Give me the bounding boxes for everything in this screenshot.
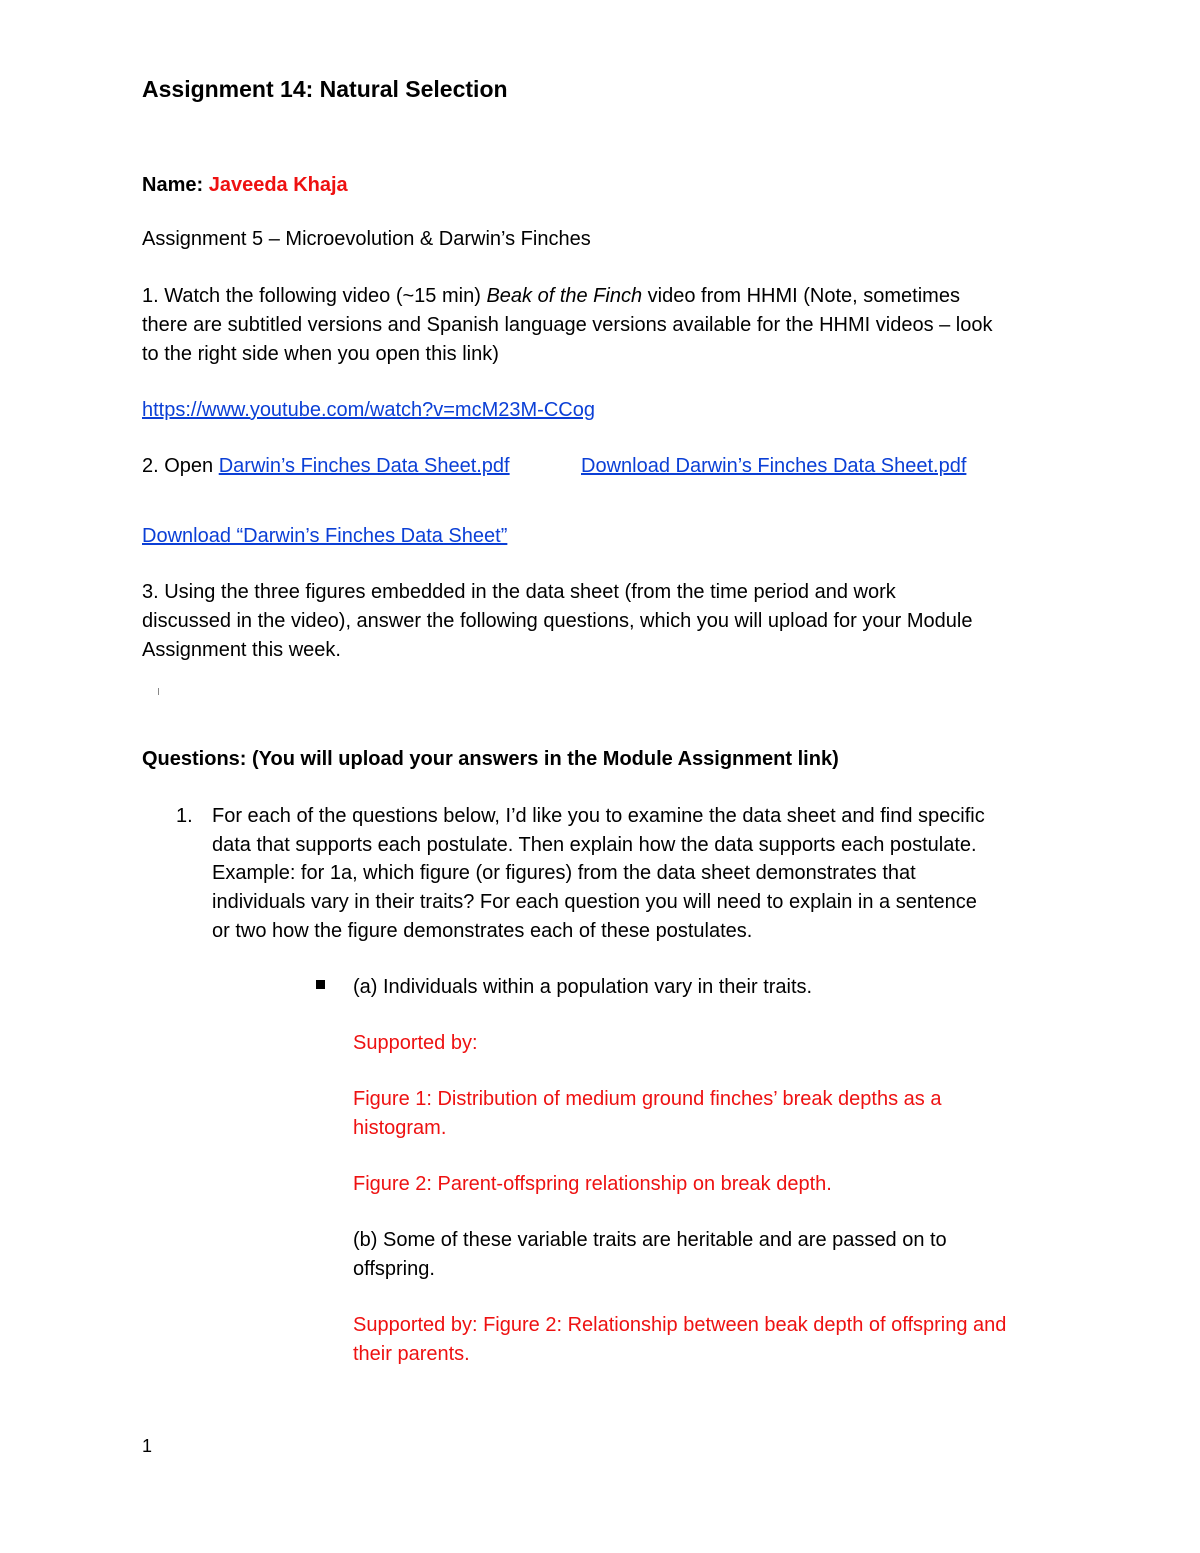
question1-line4: individuals vary in their traits? For each question you will need to explain in a sentence (212, 891, 977, 913)
download-data-sheet-line (581, 452, 966, 481)
step2-prefix: 2. Open (142, 455, 219, 477)
step3-line1: 3. Using the three figures embedded in the data sheet (from the time period and work (142, 581, 896, 603)
video-title: Beak of the Finch (486, 285, 643, 307)
part-a-supported-by: Supported by: (353, 1032, 478, 1054)
step1-line1-rest: video from HHMI (Note, sometimes (642, 285, 960, 307)
part-a-figure1-line1: Figure 1: Distribution of medium ground finches’ break depths as a (353, 1088, 942, 1110)
data-sheet-link[interactable]: Darwin’s Finches Data Sheet.pdf (218, 455, 510, 477)
video-link-line (142, 396, 595, 425)
stray-mark (158, 688, 159, 695)
step3-line2: discussed in the video), answer the following questions, which you will upload for your Module (142, 610, 973, 632)
part-b-line2: offspring. (353, 1258, 435, 1280)
assignment-subtitle: Assignment 5 – Microevolution & Darwin’s Finches (142, 228, 591, 250)
download-quoted-line (142, 522, 507, 551)
step1-line1 (142, 282, 960, 311)
part-a-figure1-line2: histogram. (353, 1117, 447, 1139)
part-b-line1: (b) Some of these variable traits are heritable and are passed on to (353, 1229, 947, 1251)
step3-line3: Assignment this week. (142, 639, 341, 661)
download-quoted-link[interactable]: Download “Darwin’s Finches Data Sheet” (142, 525, 508, 547)
download-data-sheet-link[interactable]: Download Darwin’s Finches Data Sheet.pdf (581, 455, 967, 477)
part-b-answer-line1: Supported by: Figure 2: Relationship between beak depth of offspring and (353, 1314, 1007, 1336)
question1-number: 1. (176, 805, 193, 827)
step1-line2: there are subtitled versions and Spanish language versions available for the HHMI videos – look (142, 314, 993, 336)
question1-line1: For each of the questions below, I’d like you to examine the data sheet and find specific (212, 805, 985, 827)
questions-heading: Questions: (You will upload your answers in the Module Assignment link) (142, 748, 839, 770)
step2-line (142, 452, 510, 481)
page-number: 1 (142, 1436, 153, 1456)
part-b-answer-line2: their parents. (353, 1343, 470, 1365)
question1-line2: data that supports each postulate. Then explain how the data supports each postulate. (212, 834, 977, 856)
question1-line5: or two how the figure demonstrates each of these postulates. (212, 920, 753, 942)
part-a-figure2: Figure 2: Parent-offspring relationship on break depth. (353, 1173, 832, 1195)
video-link[interactable]: https://www.youtube.com/watch?v=mcM23M-CCog (142, 399, 595, 421)
name-label: Name: (142, 174, 204, 196)
step1-line3: to the right side when you open this link) (142, 343, 499, 365)
square-bullet-icon (316, 980, 325, 989)
step1-prefix: 1. Watch the following video (~15 min) (142, 285, 487, 307)
part-a-text: (a) Individuals within a population vary in their traits. (353, 976, 813, 998)
document-title: Assignment 14: Natural Selection (142, 76, 508, 102)
question1-line3: Example: for 1a, which figure (or figures) from the data sheet demonstrates that (212, 862, 916, 884)
name-line (142, 171, 348, 200)
student-name: Javeeda Khaja (208, 174, 348, 196)
